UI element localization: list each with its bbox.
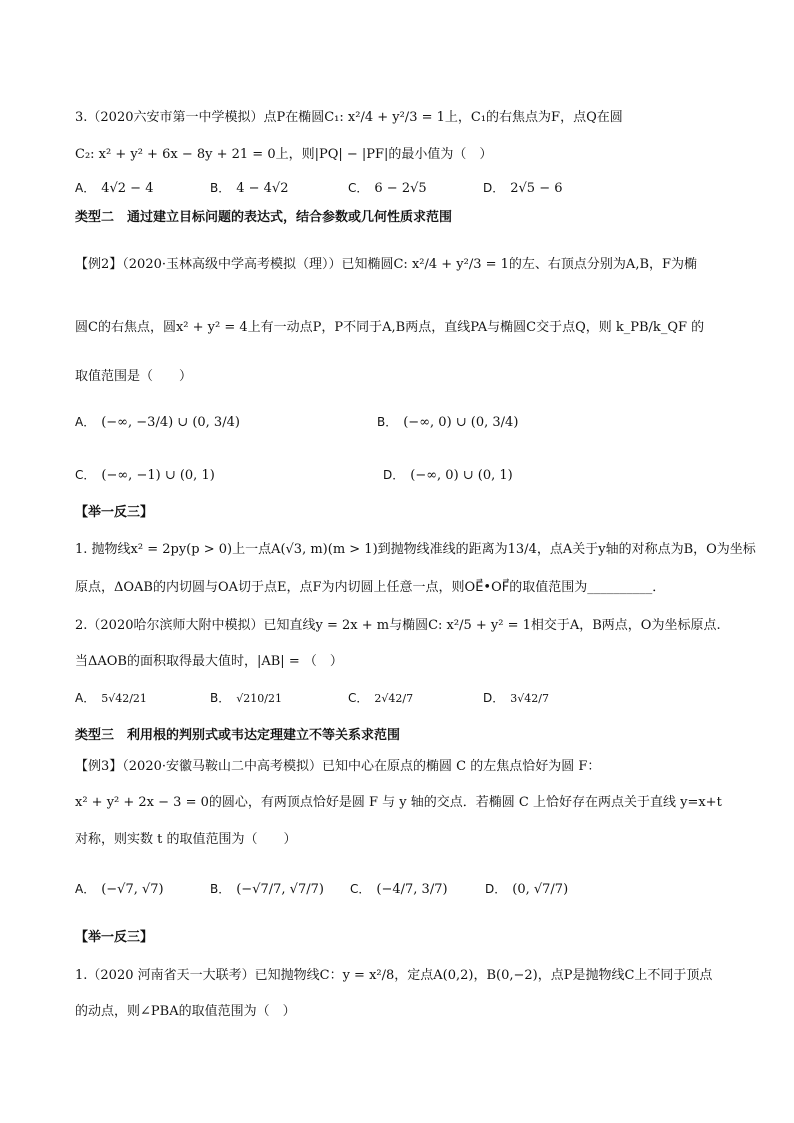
type2-heading: 类型二 通过建立目标问题的表达式，结合参数或几何性质求范围 [75, 210, 453, 225]
ex3-line-3: 对称，则实数 t 的取值范围为（ ） [75, 832, 297, 847]
ex3-choice-b[interactable]: B． (−√7/7, √7/7) [210, 882, 324, 897]
practice1-choice-b[interactable]: B． √210/21 [210, 691, 282, 705]
q3-choice-d[interactable]: D． 2√5 − 6 [483, 181, 563, 196]
practice2-item1-line-2: 的动点，则∠PBA的取值范围为（ ） [75, 1004, 296, 1019]
ex2-choice-b[interactable]: B． (−∞, 0) ∪ (0, 3/4) [377, 415, 519, 430]
q3-choice-c[interactable]: C． 6 − 2√5 [348, 181, 427, 196]
practice1-item1-line-2: 原点，ΔOAB的内切圆与OA切于点E，点F为内切圆上任意一点，则OE⃗•OF⃗的取值范围为__________． [75, 580, 666, 595]
type3-heading: 类型三 利用根的判别式或韦达定理建立不等关系求范围 [75, 728, 401, 743]
practice1-item1-line-1: 1. 抛物线x² = 2py(p > 0)上一点A(√3, m)(m > 1)到抛物线准线的距离为13/4，点A关于y轴的对称点为B，O为坐标 [75, 542, 756, 557]
practice1-heading: 【举一反三】 [75, 505, 154, 520]
ex3-choice-a[interactable]: A． (−√7, √7) [75, 882, 164, 897]
practice1-item2-line-1: 2.（2020哈尔滨师大附中模拟）已知直线y = 2x + m与椭圆C: x²/5 + y² = 1相交于A，B两点，O为坐标原点. [75, 618, 721, 633]
ex2-line-1: 【例2】（2020·玉林高级中学高考模拟（理））已知椭圆C: x²/4 + y²/3 = 1的左、右顶点分别为A,B，F为椭 [75, 257, 698, 272]
practice1-choice-a[interactable]: A． 5√42/21 [75, 691, 147, 705]
practice2-heading: 【举一反三】 [75, 930, 154, 945]
practice2-item1-line-1: 1.（2020 河南省天一大联考）已知抛物线C：y = x²/8，定点A(0,2)，B(0,−2)，点P是抛物线C上不同于顶点 [75, 968, 713, 983]
practice1-item2-line-2: 当ΔAOB的面积取得最大值时，|AB| = （ ） [75, 654, 343, 669]
q3-choice-a[interactable]: A． 4√2 − 4 [75, 181, 154, 196]
ex3-choice-c[interactable]: C． (−4/7, 3/7) [350, 882, 448, 897]
q3-line-2: C₂: x² + y² + 6x − 8y + 21 = 0上，则|PQ| − |PF|的最小值为（ ） [75, 147, 493, 162]
ex2-choice-d[interactable]: D． (−∞, 0) ∪ (0, 1) [383, 468, 513, 483]
q3-line-1: 3.（2020六安市第一中学模拟）点P在椭圆C₁: x²/4 + y²/3 = 1上，C₁的右焦点为F，点Q在圆 [75, 110, 623, 125]
ex3-line-1: 【例3】（2020·安徽马鞍山二中高考模拟）已知中心在原点的椭圆 C 的左焦点恰好为圆 F： [75, 759, 601, 774]
ex3-choice-d[interactable]: D． (0, √7/7) [485, 882, 569, 897]
practice1-choice-c[interactable]: C． 2√42/7 [348, 691, 414, 705]
ex2-choice-a[interactable]: A． (−∞, −3/4) ∪ (0, 3/4) [75, 415, 240, 430]
ex2-line-2: 圆C的右焦点，圆x² + y² = 4上有一动点P，P不同于A,B两点，直线PA与椭圆C交于点Q，则 k_PB/k_QF 的 [75, 320, 705, 335]
ex2-line-3: 取值范围是（ ） [75, 369, 193, 384]
ex3-line-2: x² + y² + 2x − 3 = 0的圆心，有两顶点恰好是圆 F 与 y 轴的交点．若椭圆 C 上恰好存在两点关于直线 y=x+t [75, 795, 722, 810]
q3-choice-b[interactable]: B． 4 − 4√2 [210, 181, 289, 196]
practice1-choice-d[interactable]: D． 3√42/7 [483, 691, 549, 705]
ex2-choice-c[interactable]: C． (−∞, −1) ∪ (0, 1) [75, 468, 215, 483]
